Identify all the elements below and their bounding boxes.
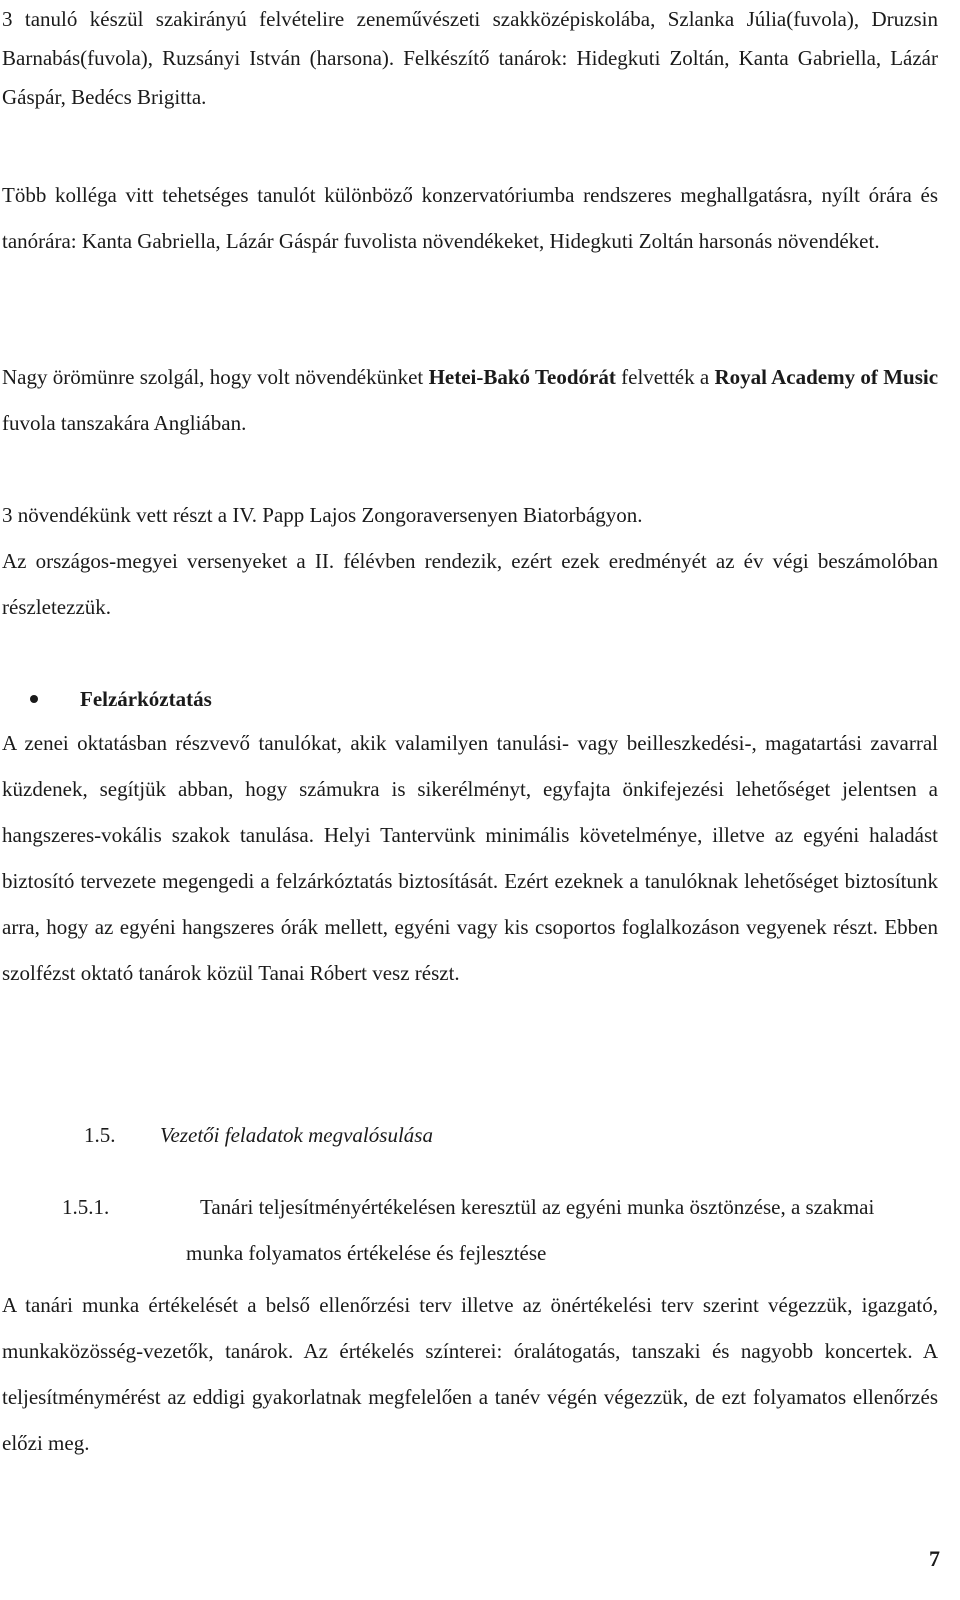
paragraph-teacher-evaluation: A tanári munka értékelését a belső ellenőrzési terv illetve az önértékelési terv szerint végezzük, igazgató, munkaközösség-vezetők, tanárok. Az értékelés színterei: óralátogatás, tanszaki és nagyobb koncertek. A teljesítménymérést az eddigi gyakorlatnak megfelelően a tanév végén végezzük, de ezt folyamatos ellenőrzés előzi meg. [2, 1293, 938, 1455]
paragraph-national-competitions: Az országos-megyei versenyeket a II. félévben rendezik, ezért ezek eredményét az év végi beszámolóban részletezzük. [2, 549, 938, 619]
paragraph-royal-academy-text-3: fuvola tanszakára Angliában. [2, 411, 247, 435]
section-number: 1.5. [84, 1123, 116, 1147]
subsection-number: 1.5.1. [62, 1195, 110, 1219]
paragraph-piano-competition: 3 növendékünk vett részt a IV. Papp Lajos Zongoraversenyen Biatorbágyon. [2, 503, 643, 527]
paragraph-royal-academy-text-1: Nagy örömünre szolgál, hogy volt növendékünket [2, 365, 429, 389]
paragraph-admissions: 3 tanuló készül szakirányú felvételire zeneművészeti szakközépiskolába, Szlanka Júlia(fuvola), Druzsin Barnabás(fuvola), Ruzsányi István (harsona). Felkészítő tanárok: Hidegkuti Zoltán, Kanta Gabriella, Lázár Gáspár, Bedécs Brigitta. [2, 7, 938, 109]
subsection-title: Tanári teljesítményértékelésen keresztül az egyéni munka ösztönzése, a szakmai munka folyamatos értékelése és fejlesztése [186, 1195, 875, 1265]
section-heading-1-5-1 [62, 1184, 892, 1276]
paragraph-royal-academy [2, 354, 938, 446]
section-title: Vezetői feladatok megvalósulása [160, 1123, 433, 1147]
paragraph-royal-academy-text-2: felvették a [615, 365, 715, 389]
page-number: 7 [929, 1546, 940, 1571]
section-heading-1-5 [84, 1112, 433, 1158]
academy-name-bold: Royal Academy of Music [714, 365, 939, 389]
student-name-bold: Hetei-Bakó Teodórát [428, 365, 616, 389]
bullet-heading-catch-up [38, 676, 212, 722]
bullet-icon [30, 695, 38, 703]
bullet-heading-text: Felzárkóztatás [80, 687, 212, 711]
paragraph-conservatory-hearings: Több kolléga vitt tehetséges tanulót különböző konzervatóriumba rendszeres meghallgatásra, nyílt órára és tanórára: Kanta Gabriella, Lázár Gáspár fuvolista növendékeket, Hidegkuti Zoltán harsonás növendéket. [2, 183, 938, 253]
paragraph-catch-up: A zenei oktatásban részvevő tanulókat, akik valamilyen tanulási- vagy beilleszkedési-, magatartási zavarral küzdenek, segítjük abban, hogy számukra is sikerélményt, egyfajta önkifejezési lehetőséget jelentsen a hangszeres-vokális szakok tanulása. Helyi Tantervünk minimális követelménye, illetve az egyéni haladást biztosító tervezete megengedi a felzárkóztatás biztosítását. Ezért ezeknek a tanulóknak lehetőséget biztosítunk arra, hogy az egyéni hangszeres órák mellett, egyéni vagy kis csoportos foglalkozáson vegyenek részt. Ebben szolfézst oktató tanárok közül Tanai Róbert vesz részt. [2, 731, 938, 985]
